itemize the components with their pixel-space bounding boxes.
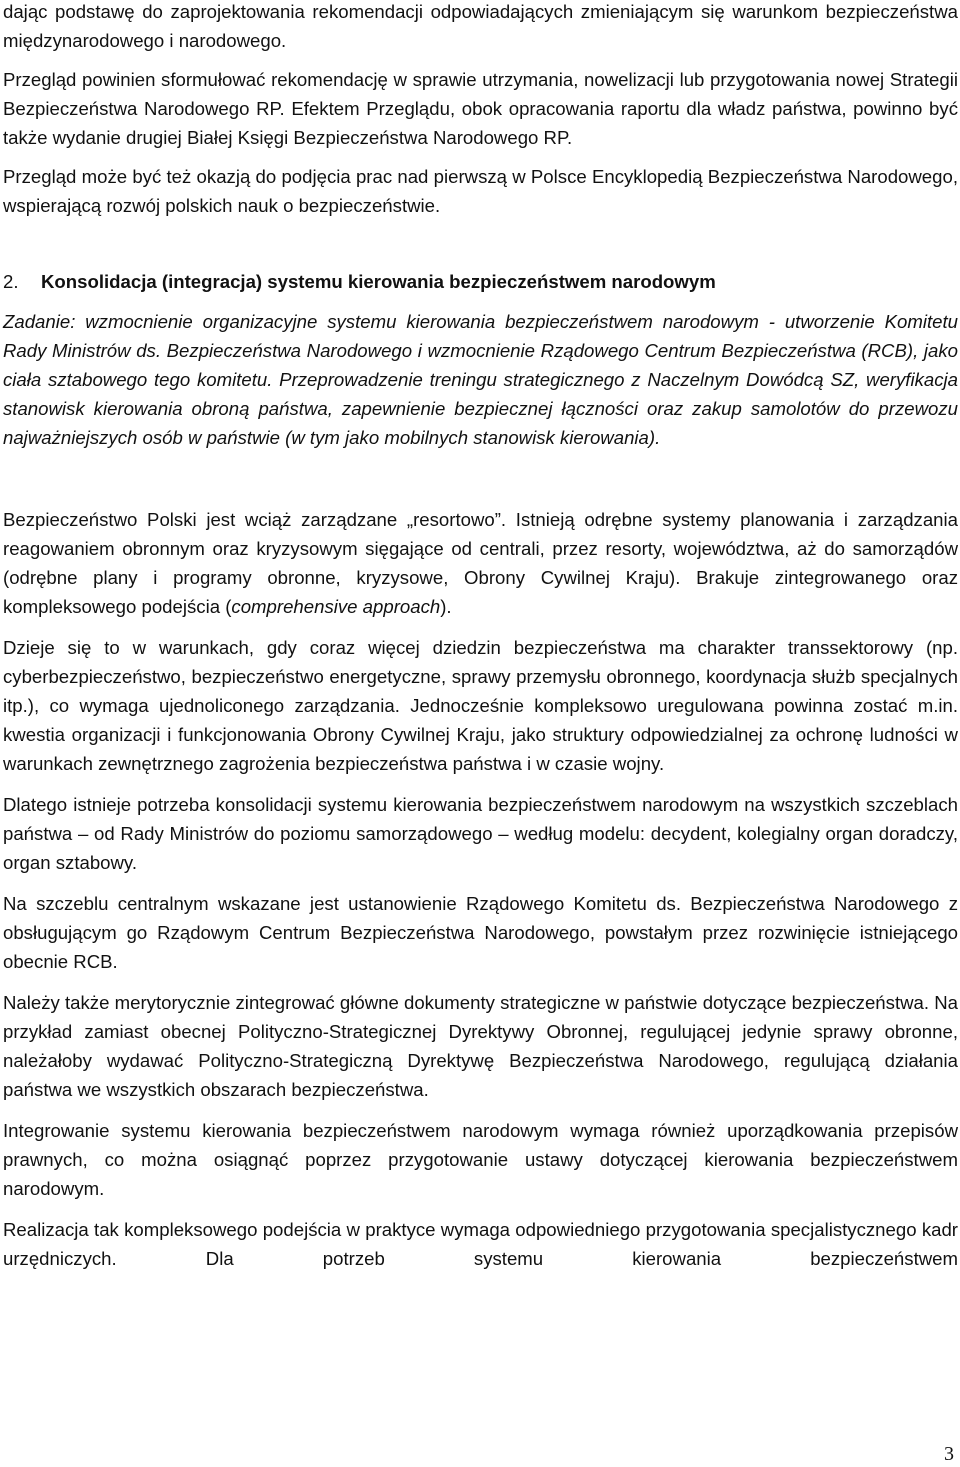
paragraph-sectoral-end: ). — [440, 596, 452, 617]
paragraph-encyclopedia: Przegląd może być też okazją do podjęcia prac nad pierwszą w Polsce Encyklopedią Bezpieczeństwa Narodowego, wspierającą rozwój polskich nauk o bezpieczeństwie. — [3, 166, 958, 216]
section-number: 2. — [3, 271, 19, 292]
paragraph-central: Na szczeblu centralnym wskazane jest ustanowienie Rządowego Komitetu ds. Bezpieczeństwa Narodowego z obsługującym go Rządowym Centrum Bezpieczeństwa Narodowego, powstałym przez rozwinięcie istniejącego obecnie RCB. — [3, 893, 958, 972]
paragraph-sectoral — [3, 505, 958, 621]
task-paragraph: Zadanie: wzmocnienie organizacyjne systemu kierowania bezpieczeństwem narodowym - utworzenie Komitetu Rady Ministrów ds. Bezpieczeństwa Narodowego i wzmocnienie Rządowego Centrum Bezpieczeństwa (RCB), jako ciała sztabowego tego komitetu. Przeprowadzenie treningu strategicznego z Naczelnym Dowódcą SZ, weryfikacja stanowisk kierowania obroną państwa, zapewnienie bezpiecznej łączności oraz zakup samolotów do przewozu najważniejszych osób w państwie (w tym jako mobilnych stanowisk kierowania). — [3, 311, 958, 448]
paragraph-transsectoral: Dzieje się to w warunkach, gdy coraz więcej dziedzin bezpieczeństwa ma charakter transsektorowy (np. cyberbezpieczeństwo, bezpieczeństwo energetyczne, sprawy przemysłu obronnego, koordynacja służb specjalnych itp.), co wymaga ujednoliconego zarządzania. Jednocześnie kompleksowo uregulowana powinna zostać m.in. kwestia organizacji i funkcjonowania Obrony Cywilnej Kraju, jako struktury odpowiedzialnej za ochronę ludności w warunkach zewnętrznego zagrożenia bezpieczeństwa państwa i w czasie wojny. — [3, 637, 958, 774]
page-number: 3 — [944, 1443, 954, 1465]
section-heading — [3, 267, 958, 296]
paragraph-documents: Należy także merytorycznie zintegrować główne dokumenty strategiczne w państwie dotyczące bezpieczeństwa. Na przykład zamiast obecnej Polityczno-Strategicznej Dyrektywy Obronnej, regulującej jedynie sprawy obronne, należałoby wydawać Polityczno-Strategiczną Dyrektywę Bezpieczeństwa Narodowego, regulującą działania państwa we wszystkich obszarach bezpieczeństwa. — [3, 992, 958, 1100]
paragraph-integration: Integrowanie systemu kierowania bezpieczeństwem narodowym wymaga również uporządkowania przepisów prawnych, co można osiągnąć poprzez przygotowanie ustawy dotyczącej kierowania bezpieczeństwem narodowym. — [3, 1120, 958, 1199]
document-page — [3, 0, 958, 1273]
paragraph-consolidation: Dlatego istnieje potrzeba konsolidacji systemu kierowania bezpieczeństwem narodowym na wszystkich szczeblach państwa – od Rady Ministrów do poziomu samorządowego – według modelu: decydent, kolegialny organ doradczy, organ sztabowy. — [3, 794, 958, 873]
paragraph-sectoral-italic: comprehensive approach — [231, 596, 441, 617]
paragraph-staff: Realizacja tak kompleksowego podejścia w praktyce wymaga odpowiedniego przygotowania specjalistycznego kadr urzędniczych. Dla potrzeb systemu kierowania bezpieczeństwem — [3, 1219, 958, 1269]
paragraph-intro-end: dając podstawę do zaprojektowania rekomendacji odpowiadających zmieniającym się warunkom bezpieczeństwa międzynarodowego i narodowego. — [3, 1, 958, 51]
paragraph-sectoral-text: Bezpieczeństwo Polski jest wciąż zarządzane „resortowo”. Istnieją odrębne systemy planowania i zarządzania reagowaniem obronnym oraz kryzysowym sięgające od centrali, przez resorty, województwa, aż do samorządów (odrębne plany i programy obronne, kryzysowe, Obrony Cywilnej Kraju). Brakuje zintegrowanego oraz kompleksowego podejścia ( — [3, 509, 958, 617]
section-title: Konsolidacja (integracja) systemu kierowania bezpieczeństwem narodowym — [41, 271, 716, 292]
paragraph-review: Przegląd powinien sformułować rekomendację w sprawie utrzymania, nowelizacji lub przygotowania nowej Strategii Bezpieczeństwa Narodowego RP. Efektem Przeglądu, obok opracowania raportu dla władz państwa, powinno być także wydanie drugiej Białej Księgi Bezpieczeństwa Narodowego RP. — [3, 69, 958, 148]
